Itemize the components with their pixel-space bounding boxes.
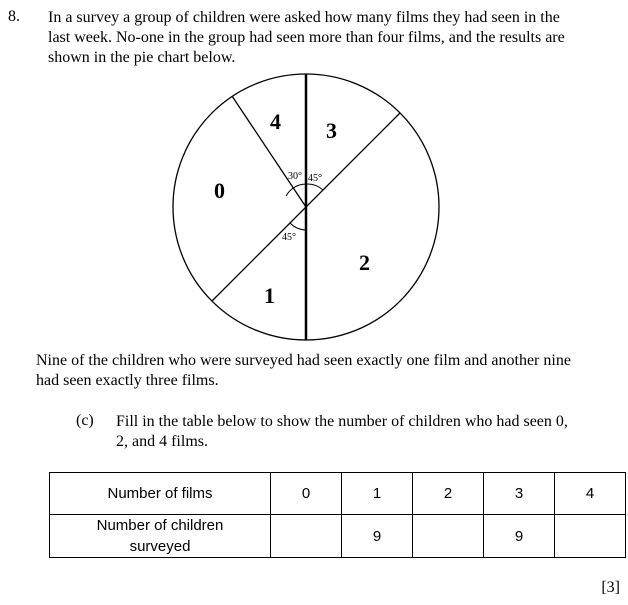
- part-line-1: Fill in the table below to show the number of children who had seen 0,: [116, 413, 568, 430]
- films-cell-2: 2: [413, 473, 484, 515]
- films-cell-4: 4: [555, 473, 626, 515]
- films-cell-3: 3: [484, 473, 555, 515]
- children-input-4[interactable]: [555, 515, 626, 558]
- angle-arc-30: [286, 184, 306, 196]
- part-line-2: 2, and 4 films.: [116, 433, 208, 450]
- question-line-3: shown in the pie chart below.: [48, 49, 236, 66]
- part-text: [116, 412, 622, 452]
- question-line-1: In a survey a group of children were asked how many films they had seen in the: [48, 9, 560, 26]
- divider-3-2: [306, 113, 400, 207]
- question-number: 8.: [8, 8, 20, 25]
- children-cell-3: 9: [484, 515, 555, 558]
- films-cell-0: 0: [271, 473, 342, 515]
- angle-arc-45-bottom: [290, 223, 306, 230]
- info-line-2: had seen exactly three films.: [36, 372, 219, 389]
- table-row-children: [50, 515, 626, 558]
- divider-1-0: [212, 207, 306, 301]
- angle-arc-45-top: [306, 184, 323, 190]
- table-row-films: [50, 473, 626, 515]
- slice-label-4: 4: [270, 109, 281, 134]
- part-label: (c): [76, 412, 94, 429]
- row-header-films: Number of films: [50, 473, 271, 515]
- divider-0-4: [232, 96, 306, 207]
- answer-table: [49, 472, 626, 558]
- info-line-1: Nine of the children who were surveyed had seen exactly one film and another nine: [36, 352, 571, 369]
- angle-label-45-bottom: 45°: [282, 232, 296, 243]
- angle-label-45-top: 45°: [308, 173, 322, 184]
- marks-label: [3]: [601, 579, 620, 596]
- children-input-0[interactable]: [271, 515, 342, 558]
- row-header-children: [50, 515, 271, 558]
- angle-label-30: 30°: [288, 171, 302, 182]
- row-header-children-line-2: surveyed: [129, 538, 191, 555]
- info-text: [36, 351, 622, 391]
- children-cell-1: 9: [342, 515, 413, 558]
- question-line-2: last week. No-one in the group had seen more than four films, and the results are: [48, 29, 565, 46]
- slice-label-1: 1: [264, 283, 275, 308]
- slice-label-2: 2: [359, 250, 370, 275]
- children-input-2[interactable]: [413, 515, 484, 558]
- slice-label-3: 3: [326, 118, 337, 143]
- slice-label-0: 0: [214, 178, 225, 203]
- row-header-children-line-1: Number of children: [96, 517, 224, 534]
- films-cell-1: 1: [342, 473, 413, 515]
